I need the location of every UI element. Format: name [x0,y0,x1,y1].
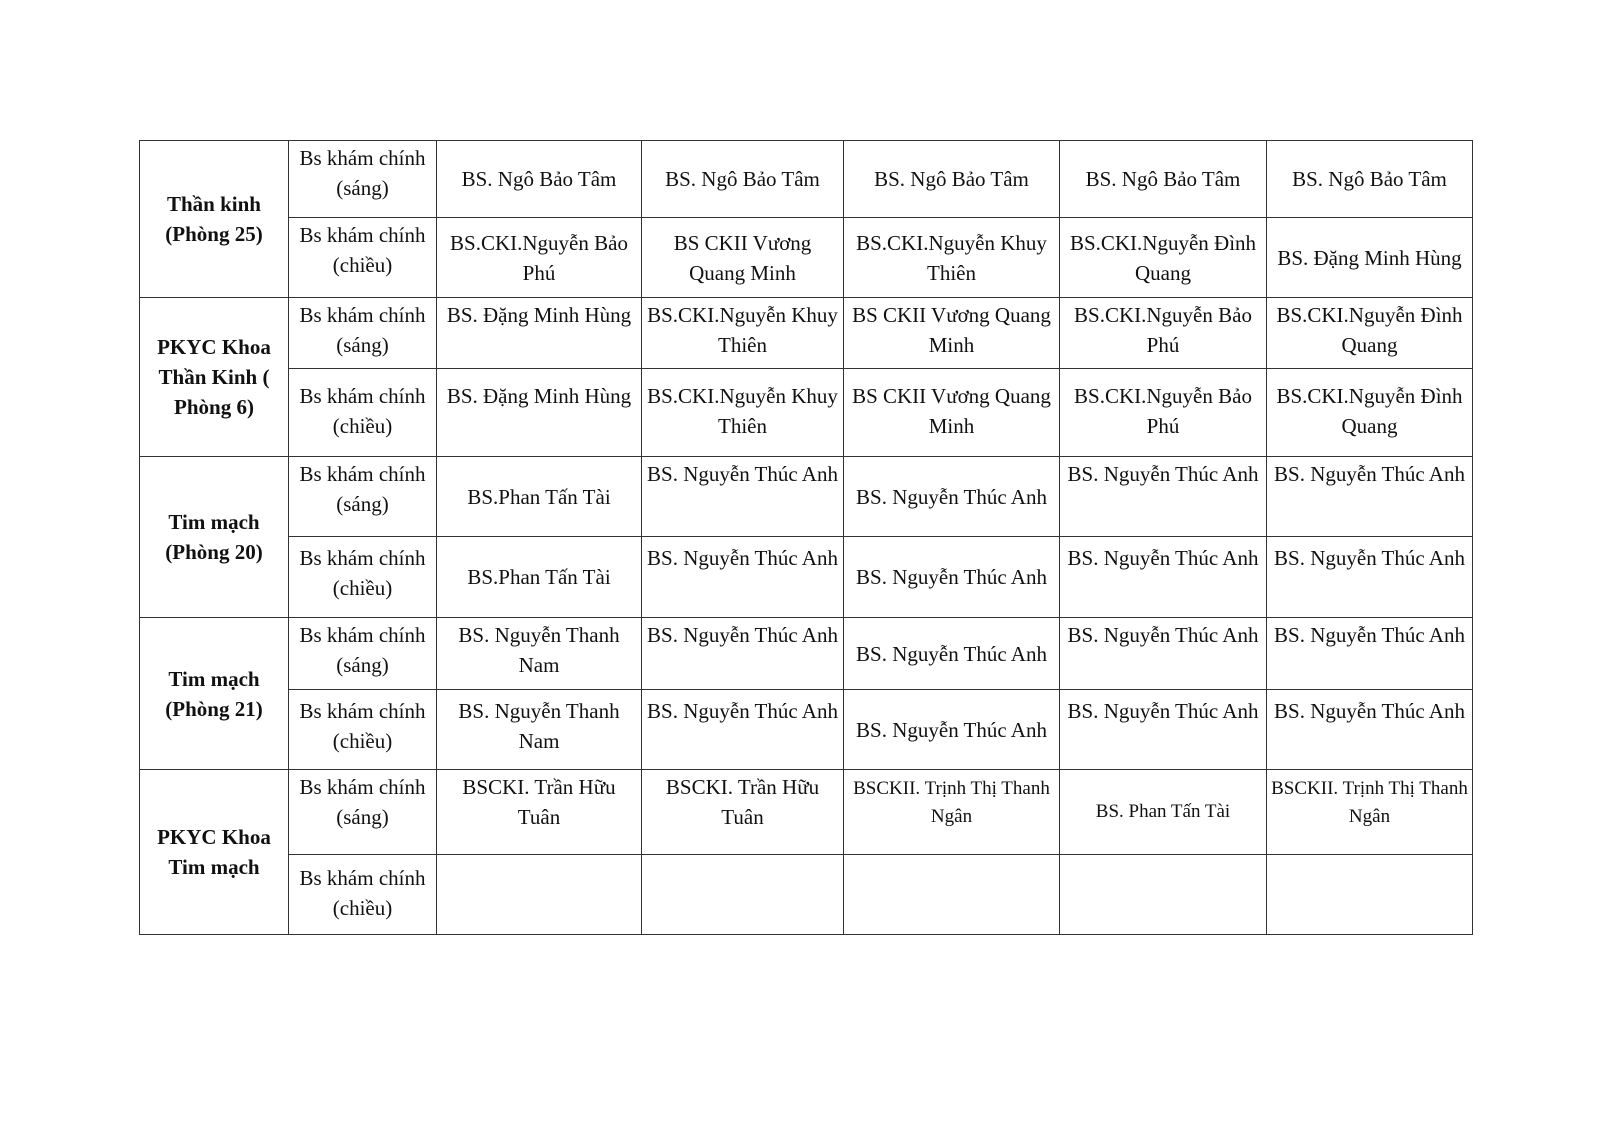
doctor-cell: BS.Phan Tấn Tài [437,457,642,537]
doctor-cell: BS.CKI.Nguyễn Đình Quang [1267,298,1473,369]
doctor-cell: BS.CKI.Nguyễn Bảo Phú [1060,369,1267,457]
doctor-cell: BS. Nguyễn Thúc Anh [1267,618,1473,690]
doctor-cell [1267,855,1473,935]
table-row [140,537,1473,618]
doctor-schedule-table [139,140,1473,935]
doctor-cell: BS. Nguyễn Thúc Anh [642,618,844,690]
doctor-cell: BSCKII. Trịnh Thị Thanh Ngân [844,770,1060,855]
doctor-cell: BS. Nguyễn Thúc Anh [1060,537,1267,618]
shift-label: Bs khám chính (sáng) [289,618,437,690]
table-row [140,618,1473,690]
shift-label: Bs khám chính (chiều) [289,218,437,298]
shift-label: Bs khám chính (chiều) [289,690,437,770]
doctor-cell: BS. Ngô Bảo Tâm [1267,141,1473,218]
table-row [140,298,1473,369]
table-row [140,141,1473,218]
doctor-cell: BS. Nguyễn Thúc Anh [642,537,844,618]
doctor-cell: BSCKII. Trịnh Thị Thanh Ngân [1267,770,1473,855]
doctor-cell: BS. Nguyễn Thúc Anh [1267,690,1473,770]
doctor-cell: BS.CKI.Nguyễn Bảo Phú [437,218,642,298]
department-name: Tim mạch (Phòng 21) [140,618,289,770]
doctor-cell: BS. Ngô Bảo Tâm [1060,141,1267,218]
doctor-cell: BS.CKI.Nguyễn Đình Quang [1060,218,1267,298]
table-row [140,855,1473,935]
shift-label: Bs khám chính (chiều) [289,369,437,457]
doctor-cell: BS. Phan Tấn Tài [1060,770,1267,855]
shift-label: Bs khám chính (sáng) [289,141,437,218]
department-name: PKYC Khoa Tim mạch [140,770,289,935]
doctor-cell: BS. Ngô Bảo Tâm [844,141,1060,218]
doctor-cell: BS. Nguyễn Thúc Anh [1060,618,1267,690]
doctor-cell: BS.CKI.Nguyễn Khuy Thiên [642,298,844,369]
doctor-cell [1060,855,1267,935]
doctor-cell: BS CKII Vương Quang Minh [844,369,1060,457]
doctor-cell: BS.CKI.Nguyễn Khuy Thiên [642,369,844,457]
doctor-cell: BS. Ngô Bảo Tâm [437,141,642,218]
doctor-cell [844,855,1060,935]
doctor-cell: BS.Phan Tấn Tài [437,537,642,618]
table-row [140,457,1473,537]
table-row [140,369,1473,457]
doctor-cell: BS. Nguyễn Thúc Anh [1267,457,1473,537]
doctor-cell: BS.CKI.Nguyễn Khuy Thiên [844,218,1060,298]
doctor-cell: BS. Nguyễn Thúc Anh [1267,537,1473,618]
shift-label: Bs khám chính (sáng) [289,457,437,537]
doctor-cell: BS. Nguyễn Thúc Anh [844,537,1060,618]
doctor-cell: BS. Đặng Minh Hùng [437,298,642,369]
shift-label: Bs khám chính (chiều) [289,855,437,935]
doctor-cell: BS.CKI.Nguyễn Bảo Phú [1060,298,1267,369]
department-name: PKYC Khoa Thần Kinh ( Phòng 6) [140,298,289,457]
table-row [140,218,1473,298]
doctor-cell: BS. Nguyễn Thúc Anh [1060,690,1267,770]
doctor-cell: BS. Nguyễn Thúc Anh [844,457,1060,537]
department-name: Tim mạch (Phòng 20) [140,457,289,618]
doctor-cell: BS. Nguyễn Thúc Anh [844,690,1060,770]
doctor-cell: BS CKII Vương Quang Minh [642,218,844,298]
doctor-cell: BSCKI. Trần Hữu Tuân [437,770,642,855]
doctor-cell: BS. Nguyễn Thanh Nam [437,618,642,690]
shift-label: Bs khám chính (sáng) [289,298,437,369]
doctor-cell: BS. Nguyễn Thanh Nam [437,690,642,770]
doctor-cell: BS.CKI.Nguyễn Đình Quang [1267,369,1473,457]
doctor-cell: BS. Nguyễn Thúc Anh [642,690,844,770]
doctor-cell: BS. Nguyễn Thúc Anh [642,457,844,537]
doctor-cell: BS. Đặng Minh Hùng [1267,218,1473,298]
doctor-cell: BS. Ngô Bảo Tâm [642,141,844,218]
doctor-cell: BS. Nguyễn Thúc Anh [1060,457,1267,537]
department-name: Thần kinh (Phòng 25) [140,141,289,298]
shift-label: Bs khám chính (sáng) [289,770,437,855]
doctor-cell: BSCKI. Trần Hữu Tuân [642,770,844,855]
table-row [140,690,1473,770]
doctor-cell: BS CKII Vương Quang Minh [844,298,1060,369]
shift-label: Bs khám chính (chiều) [289,537,437,618]
doctor-cell: BS. Nguyễn Thúc Anh [844,618,1060,690]
table-row [140,770,1473,855]
doctor-cell: BS. Đặng Minh Hùng [437,369,642,457]
doctor-cell [642,855,844,935]
doctor-cell [437,855,642,935]
